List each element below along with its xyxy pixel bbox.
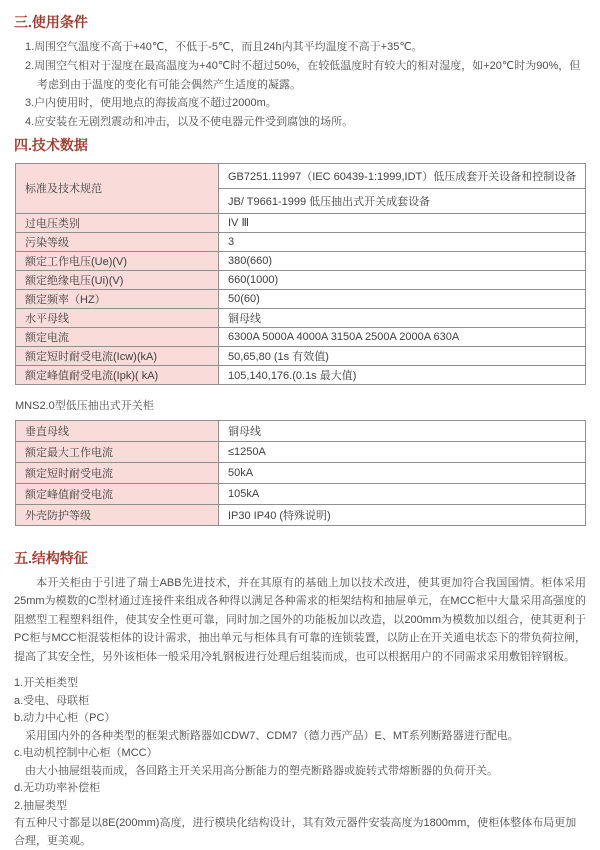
table-row bbox=[16, 308, 586, 327]
list-item-b-power-center-pc: b.动力中心柜（PC） bbox=[14, 712, 116, 725]
row-label: 额定绝缘电压(Ui)(V) bbox=[16, 270, 219, 289]
row-label: 额定频率（HZ） bbox=[16, 289, 219, 308]
mns2-switchgear-table bbox=[15, 420, 586, 526]
row-label: 过电压类别 bbox=[16, 213, 219, 232]
section-structure-features-title: 五.结构特征 bbox=[14, 549, 88, 566]
usage-condition-1: 1.周围空气温度不高于+40℃，不低于-5℃，而且24h内其平均温度不高于+35℃。 bbox=[25, 41, 423, 53]
table-row bbox=[16, 462, 586, 483]
row-value-standard-1: GB7251.11997（IEC 60439-1:1999,IDT）低压成套开关设备和控制设备 bbox=[219, 163, 586, 188]
structure-features-paragraph: 本开关柜由于引进了瑞士ABB先进技术，并在其原有的基础上加以技术改进，使其更加符合我国国情。柜体采用25mm为模数的C型材通过连接件来组成各种得以满足各种需求的柜架结构和抽屉单元，在MCC柜中大量采用高强度的阻燃型工程塑料组件，使其安全性更可靠，同时加之国外的功能板加以改造，以200mm为模数加以组合，使其更利于PC柜与MCC柜混装柜体的设计需求，抽出单元与柜体具有可靠的连锁装置，以防止在开关通电状态下的带负荷拉闸，提高了其安全性，另外该柜体一般采用冷轧钢板进行处理后组装而成，也可以根据用户的不同需求采用敷铝锌钢板。 bbox=[14, 576, 586, 663]
row-value: 660(1000) bbox=[219, 270, 586, 289]
row-value: 380(660) bbox=[219, 251, 586, 270]
table-row bbox=[16, 441, 586, 462]
row-label: 额定短时耐受电流 bbox=[16, 462, 219, 483]
row-value: 6300A 5000A 4000A 3150A 2500A 2000A 630A bbox=[219, 327, 586, 346]
row-value: 3 bbox=[219, 232, 586, 251]
table-row bbox=[16, 346, 586, 365]
section-technical-data-title: 四.技术数据 bbox=[14, 136, 88, 153]
row-label: 额定峰值耐受电流 bbox=[16, 483, 219, 504]
list-item-d-reactive-power-compensation: d.无功功率补偿柜 bbox=[14, 782, 101, 795]
table-row bbox=[16, 270, 586, 289]
list-item-b-description: 采用国内外的各种类型的框架式断路器如CDW7、CDM7（德力西产品）E、MT系列断路器进行配电。 bbox=[25, 729, 519, 742]
table-row bbox=[16, 327, 586, 346]
list-item-cabinet-types-heading: 1.开关柜类型 bbox=[14, 677, 79, 690]
table-row bbox=[16, 163, 586, 188]
row-value: 50kA bbox=[219, 462, 586, 483]
table-row bbox=[16, 420, 586, 441]
row-value: ≤1250A bbox=[219, 441, 586, 462]
table-row bbox=[16, 365, 586, 384]
table-row bbox=[16, 289, 586, 308]
usage-condition-3: 3.户内使用时，使用地点的海拔高度不超过2000m。 bbox=[25, 97, 277, 110]
row-label-standards: 标准及技术规范 bbox=[16, 163, 219, 213]
row-value: 铜母线 bbox=[219, 308, 586, 327]
table-row bbox=[16, 232, 586, 251]
row-value: 铜母线 bbox=[219, 420, 586, 441]
table-row bbox=[16, 213, 586, 232]
row-label: 额定工作电压(Ue)(V) bbox=[16, 251, 219, 270]
row-label: 额定电流 bbox=[16, 327, 219, 346]
row-value: 50(60) bbox=[219, 289, 586, 308]
row-label: 污染等级 bbox=[16, 232, 219, 251]
row-label: 外壳防护等级 bbox=[16, 504, 219, 525]
section-usage-conditions-title: 三.使用条件 bbox=[14, 14, 88, 30]
switchgear-type-list bbox=[14, 675, 586, 850]
list-item-c-motor-control-center-mcc: c.电动机控制中心柜（MCC） bbox=[14, 747, 158, 760]
row-label: 水平母线 bbox=[16, 308, 219, 327]
technical-data-table bbox=[15, 163, 586, 385]
table-row bbox=[16, 251, 586, 270]
table-row bbox=[16, 483, 586, 504]
row-label: 额定短时耐受电流(Icw)(kA) bbox=[16, 346, 219, 365]
table2-caption: MNS2.0型低压抽出式开关柜 bbox=[15, 399, 154, 412]
usage-conditions-list bbox=[25, 38, 588, 132]
row-value: IV Ⅲ bbox=[219, 213, 586, 232]
list-item-drawer-types-heading: 2.抽屉类型 bbox=[14, 799, 68, 812]
row-value: 105,140,176.(0.1s 最大值) bbox=[219, 365, 586, 384]
row-label: 额定最大工作电流 bbox=[16, 441, 219, 462]
row-label: 垂直母线 bbox=[16, 420, 219, 441]
row-value: 50,65,80 (1s 有效值) bbox=[219, 346, 586, 365]
row-value-standard-2: JB/ T9661-1999 低压抽出式开关成套设备 bbox=[219, 188, 586, 213]
list-item-drawer-types-description: 有五种尺寸都是以8E(200mm)高度，进行模块化结构设计，其有效元器件安装高度为1800mm，使柜体整体布局更加合理，更美观。 bbox=[14, 817, 577, 847]
table-row bbox=[16, 504, 586, 525]
list-item-a-incoming-bus-tie: a.受电、母联柜 bbox=[14, 694, 90, 707]
usage-condition-4: 4.应安装在无剧烈震动和冲击，以及不使电器元件受到腐蚀的场所。 bbox=[25, 116, 354, 129]
row-value: IP30 IP40 (特殊说明) bbox=[219, 504, 586, 525]
usage-condition-2: 2.周围空气相对于湿度在最高温度为+40℃时不超过50%，在较低温度时有较大的相对湿度，如+20℃时为90%，但考虑到由于温度的变化有可能会偶然产生适度的凝露。 bbox=[25, 59, 581, 91]
list-item-c-description: 由大小抽屉组装而成，各回路主开关采用高分断能力的塑壳断路器或旋转式带熔断器的负荷开关。 bbox=[25, 764, 498, 777]
row-value: 105kA bbox=[219, 483, 586, 504]
row-label: 额定峰值耐受电流(Ipk)( kA) bbox=[16, 365, 219, 384]
